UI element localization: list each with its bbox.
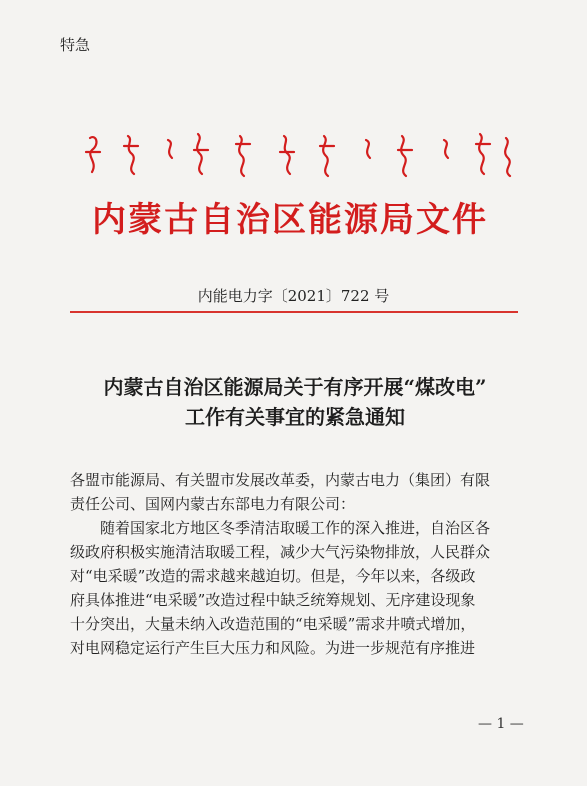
red-separator-line (70, 311, 518, 313)
paragraph-line: 十分突出，大量未纳入改造范围的“电采暖”需求井喷式增加， (70, 615, 476, 633)
mongolian-script-title (80, 130, 520, 178)
page-number: — 1 — (478, 716, 524, 732)
paragraph-line: 对“电采暖”改造的需求越来越迫切。但是，今年以来，各级政 (70, 567, 476, 585)
addressee-line: 各盟市能源局、有关盟市发展改革委，内蒙古电力（集团）有限 (70, 471, 491, 489)
subject-line: 内蒙古自治区能源局关于有序开展“煤改电” (103, 375, 487, 399)
paragraph-line: 府具体推进“电采暖”改造过程中缺乏统筹规划、无序建设现象 (70, 591, 476, 609)
paragraph-line: 随着国家北方地区冬季清洁取暖工作的深入推进，自治区各 (100, 519, 491, 537)
paragraph-line: 对电网稳定运行产生巨大压力和风险。为进一步规范有序推进 (70, 639, 476, 657)
urgency-label: 特急 (60, 36, 91, 54)
subject-line: 工作有关事宜的紧急通知 (185, 405, 405, 429)
addressee-line: 责任公司、国网内蒙古东部电力有限公司： (70, 495, 356, 513)
notice-body (70, 468, 528, 660)
issuing-authority-title: 内蒙古自治区能源局文件 (92, 200, 488, 240)
notice-subject (60, 372, 530, 432)
paragraph-line: 级政府积极实施清洁取暖工程，减少大气污染物排放，人民群众 (70, 543, 491, 561)
document-number: 内能电力字〔2021〕722 号 (197, 287, 390, 305)
